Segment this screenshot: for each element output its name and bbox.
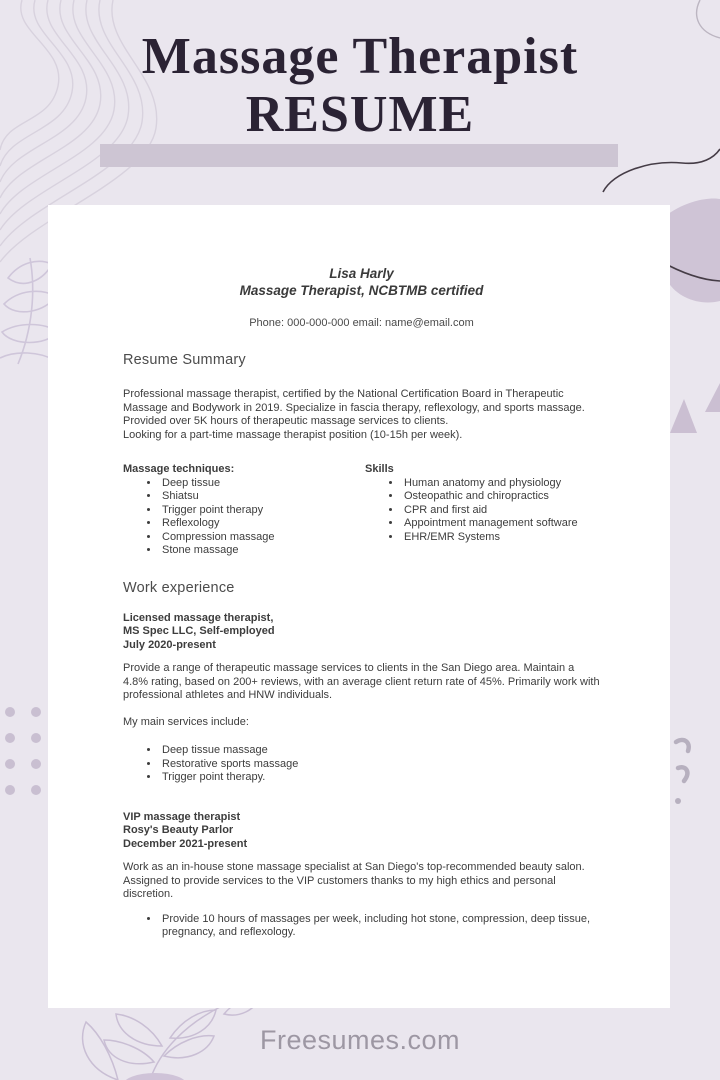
- job2-dates: December 2021-present: [123, 837, 248, 850]
- job1-services-intro: My main services include:: [123, 715, 249, 728]
- job2-title: VIP massage therapist: [123, 810, 241, 823]
- list-item: • Compression massage: [160, 531, 365, 545]
- triangles-decoration: [670, 383, 720, 433]
- list-item: • Stone massage: [160, 544, 365, 558]
- job2-description: Work as an in-house stone massage specialist at San Diego's top-recommended beauty salon. Assigned to provide services to the VIP customers thanks to my high ethics and personal discretion.: [123, 861, 585, 900]
- two-column-lists: [123, 463, 600, 558]
- resume-contact-line: Phone: 000-000-000 email: name@email.com: [249, 317, 474, 329]
- list-item: • EHR/EMR Systems: [402, 531, 600, 545]
- techniques-column: [123, 463, 365, 558]
- job1-bullets: [123, 744, 600, 785]
- job1-dates: July 2020-present: [123, 638, 216, 651]
- job1-description: Provide a range of therapeutic massage services to clients in the San Diego area. Maintain a 4.8% rating, based on 200+ reviews, with an average client return rate of 45%. Primarily work with professional athletes and HNW individuals.: [123, 662, 600, 701]
- job1-title-block: [123, 612, 600, 653]
- skills-heading: Skills: [365, 463, 394, 475]
- resume-name: Lisa Harly: [329, 266, 394, 281]
- list-item: • Shiatsu: [160, 490, 365, 504]
- job1-company: MS Spec LLC, Self-employed: [123, 625, 275, 637]
- job1-title: Licensed massage therapist,: [123, 611, 274, 624]
- list-item: • Reflexology: [160, 517, 365, 531]
- list-item: • Deep tissue massage: [160, 744, 600, 758]
- list-item: • CPR and first aid: [402, 504, 600, 518]
- resume-page: [48, 205, 670, 1008]
- list-item: • Trigger point therapy.: [160, 771, 600, 785]
- list-item: • Appointment management software: [402, 517, 600, 531]
- poster-title: [0, 28, 720, 144]
- squiggle-decoration: [676, 740, 689, 781]
- section-heading-experience: Work experience: [123, 579, 235, 596]
- job2-title-block: [123, 811, 600, 852]
- title-accent-bar: [100, 144, 618, 167]
- job2-company: Rosy's Beauty Parlor: [123, 824, 234, 836]
- skills-list: [365, 477, 600, 545]
- list-item: • Human anatomy and physiology: [402, 477, 600, 491]
- list-item: • Trigger point therapy: [160, 504, 365, 518]
- resume-job-title: Massage Therapist, NCBTMB certified: [239, 283, 484, 298]
- squiggle-dot-decoration: [675, 798, 681, 804]
- skills-column: [365, 463, 600, 558]
- techniques-heading: Massage techniques:: [123, 463, 235, 475]
- list-item: • Deep tissue: [160, 477, 365, 491]
- poster-title-line2: RESUME: [245, 86, 475, 143]
- watermark-text: Freesumes.com: [259, 1025, 461, 1055]
- section-heading-summary: Resume Summary: [123, 352, 246, 368]
- summary-objective: Looking for a part-time massage therapist position (10-15h per week).: [123, 428, 463, 441]
- list-item: • Restorative sports massage: [160, 758, 600, 772]
- job2-bullets: [123, 913, 600, 940]
- poster-title-line1: Massage Therapist: [141, 28, 579, 85]
- techniques-list: [123, 477, 365, 558]
- summary-paragraph: Professional massage therapist, certified by the National Certification Board in Therapeutic Massage and Bodywork in 2019. Specialize in fascia therapy, reflexology, and sports massage. Provided over 5K hours of therapeutic massage services to clients.: [123, 388, 585, 427]
- list-item: • Osteopathic and chiropractics: [402, 490, 600, 504]
- bottom-ellipse-decoration: [123, 1073, 187, 1080]
- list-item: • Provide 10 hours of massages per week, including hot stone, compression, deep tissue, pregnancy, and reflexology.: [160, 913, 600, 940]
